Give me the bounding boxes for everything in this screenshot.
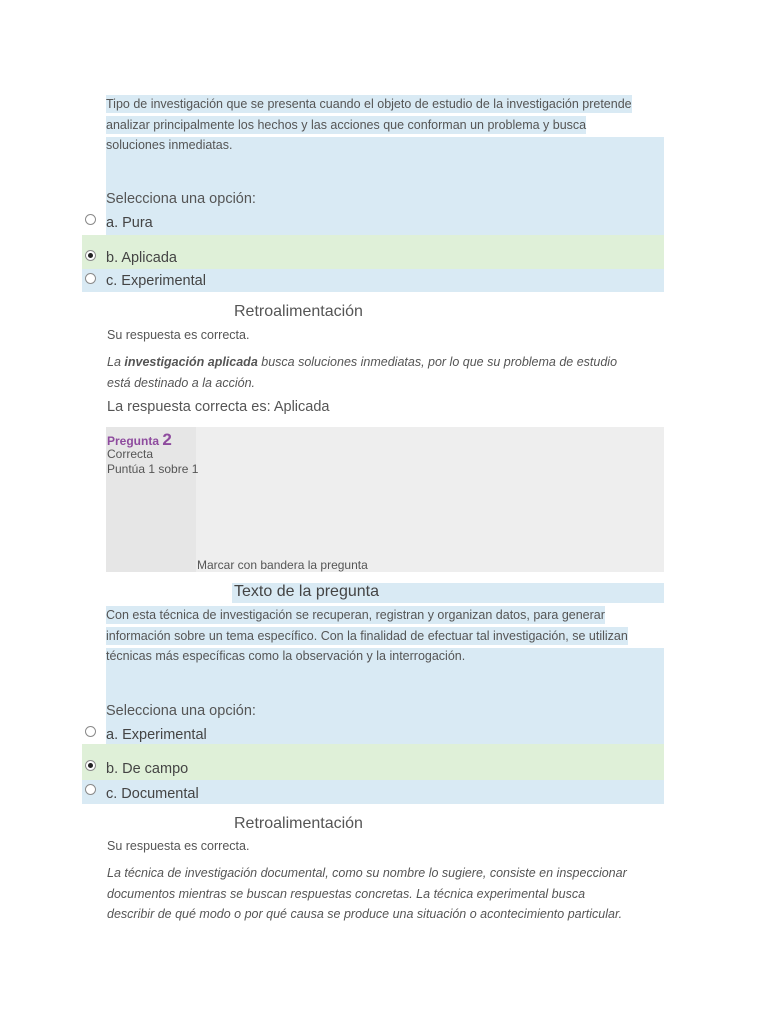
q1-text-line: soluciones inmediatas.: [106, 138, 233, 152]
q2-option-label: b. De campo: [106, 761, 189, 777]
q1-text-line: Tipo de investigación que se presenta cuando el objeto de estudio de la investigación pretende: [106, 97, 632, 111]
q1-feedback-status: Su respuesta es correcta.: [107, 328, 250, 342]
q2-option-a[interactable]: [82, 722, 664, 744]
q1-explanation: [107, 352, 667, 393]
radio-unchecked-icon[interactable]: [85, 273, 96, 284]
q2-explanation-line: documentos mientras se buscan respuestas concretas. La técnica experimental busca: [107, 886, 586, 901]
radio-checked-icon[interactable]: [85, 760, 96, 771]
q1-question-text: [106, 94, 664, 156]
q1-option-label: a. Pura: [106, 215, 153, 231]
q2-option-label: c. Documental: [106, 786, 199, 802]
q1-option-label: b. Aplicada: [106, 250, 177, 266]
q2-feedback-title: Retroalimentación: [234, 815, 363, 832]
q2-option-c[interactable]: [82, 780, 664, 804]
q2-question-text: [106, 605, 664, 667]
radio-unchecked-icon[interactable]: [85, 214, 96, 225]
radio-unchecked-icon[interactable]: [85, 784, 96, 795]
q1-explanation-bold: investigación aplicada: [124, 355, 258, 369]
q1-correct-answer: La respuesta correcta es: Aplicada: [107, 399, 330, 415]
q2-option-label: a. Experimental: [106, 727, 207, 743]
q2-feedback-status: Su respuesta es correcta.: [107, 839, 250, 853]
q1-explanation-prefix: La: [107, 355, 125, 369]
q2-select-prompt: Selecciona una opción:: [106, 703, 256, 719]
q2-score: Puntúa 1 sobre 1: [107, 462, 199, 476]
q1-select-prompt: Selecciona una opción:: [106, 191, 256, 207]
q2-option-b[interactable]: [82, 744, 664, 780]
flag-question-link[interactable]: Marcar con bandera la pregunta: [197, 558, 368, 572]
q1-text-line: analizar principalmente los hechos y las acciones que conforman un problema y busca: [106, 117, 587, 132]
q1-option-a[interactable]: [82, 211, 664, 235]
q2-text-line: información sobre un tema específico. Con la finalidad de efectuar tal investigación, se utilizan: [106, 628, 628, 643]
q2-text-line: técnicas más específicas como la observación y la interrogación.: [106, 649, 466, 663]
q2-text-title: [232, 583, 664, 603]
q2-explanation-line: describir de qué modo o por qué causa se produce una situación o acontecimiento particular.: [107, 907, 623, 921]
q1-option-b[interactable]: [82, 235, 664, 269]
radio-checked-icon[interactable]: [85, 250, 96, 261]
q1-explanation-line: está destinado a la acción.: [107, 375, 256, 390]
q2-explanation: [107, 863, 667, 925]
q2-text-line: Con esta técnica de investigación se recuperan, registran y organizan datos, para generar: [106, 608, 605, 622]
radio-unchecked-icon[interactable]: [85, 726, 96, 737]
q1-option-label: c. Experimental: [106, 273, 206, 289]
q2-info-box: [106, 427, 664, 572]
q1-explanation-rest: busca soluciones inmediatas, por lo que su problema de estudio: [257, 355, 618, 369]
q2-number: 2: [162, 430, 172, 449]
q2-explanation-line: La técnica de investigación documental, como su nombre lo sugiere, consiste en inspeccionar: [107, 866, 627, 880]
q2-text-title-label: Texto de la pregunta: [234, 583, 379, 600]
q2-state: Correcta: [107, 447, 154, 461]
q2-label: Pregunta: [107, 434, 160, 448]
q1-feedback-title: Retroalimentación: [234, 303, 363, 320]
q1-option-c[interactable]: [82, 269, 664, 292]
